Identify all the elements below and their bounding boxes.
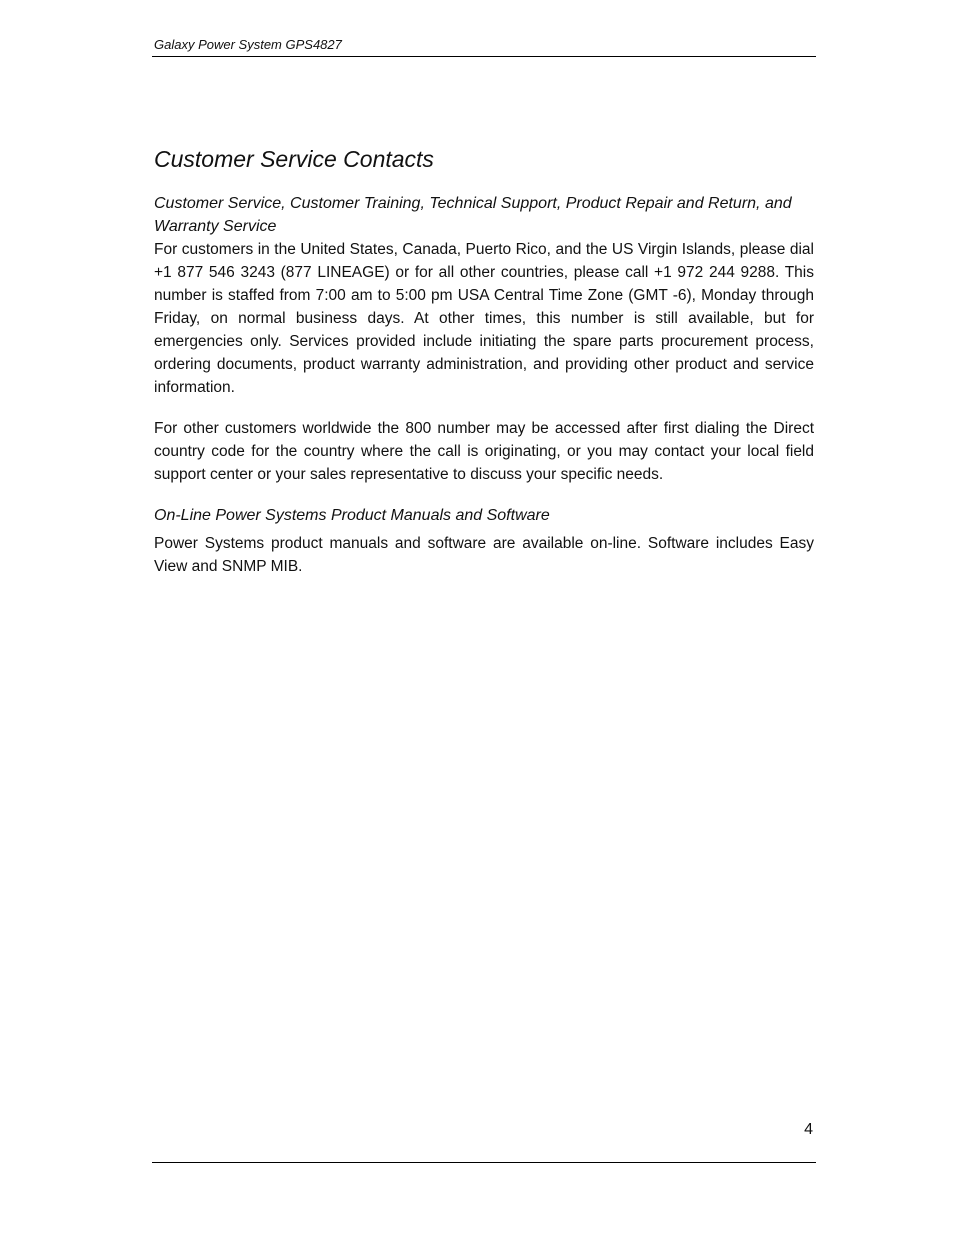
running-header-title: Galaxy Power System GPS4827 [154, 37, 342, 52]
page-title: Customer Service Contacts [154, 146, 434, 172]
section-heading-customer-service: Customer Service, Customer Training, Technical Support, Product Repair and Return, and Warranty Service [154, 195, 792, 235]
paragraph-manuals-software: Power Systems product manuals and software are available on-line. Software includes Easy View and SNMP MIB. [154, 535, 814, 575]
section-heading-manuals-software: On-Line Power Systems Product Manuals and Software [154, 507, 550, 524]
page-number: 4 [804, 1121, 813, 1138]
header-divider [152, 56, 816, 57]
footer-divider [152, 1162, 816, 1163]
paragraph-worldwide-customers: For other customers worldwide the 800 number may be accessed after first dialing the Direct country code for the country where the call is originating, or you may contact your local field support center or your sales representative to discuss your specific needs. [154, 420, 814, 483]
paragraph-customer-contact: For customers in the United States, Canada, Puerto Rico, and the US Virgin Islands, please dial +1 877 546 3243 (877 LINEAGE) or for all other countries, please call +1 972 244 9288. This number is staffed from 7:00 am to 5:00 pm USA Central Time Zone (GMT -6), Monday through Friday, on normal business days. At other times, this number is still available, but for emergencies only. Services provided include initiating the spare parts procurement process, ordering documents, product warranty administration, and providing other product and service information. [154, 241, 814, 396]
page-content [154, 142, 814, 596]
